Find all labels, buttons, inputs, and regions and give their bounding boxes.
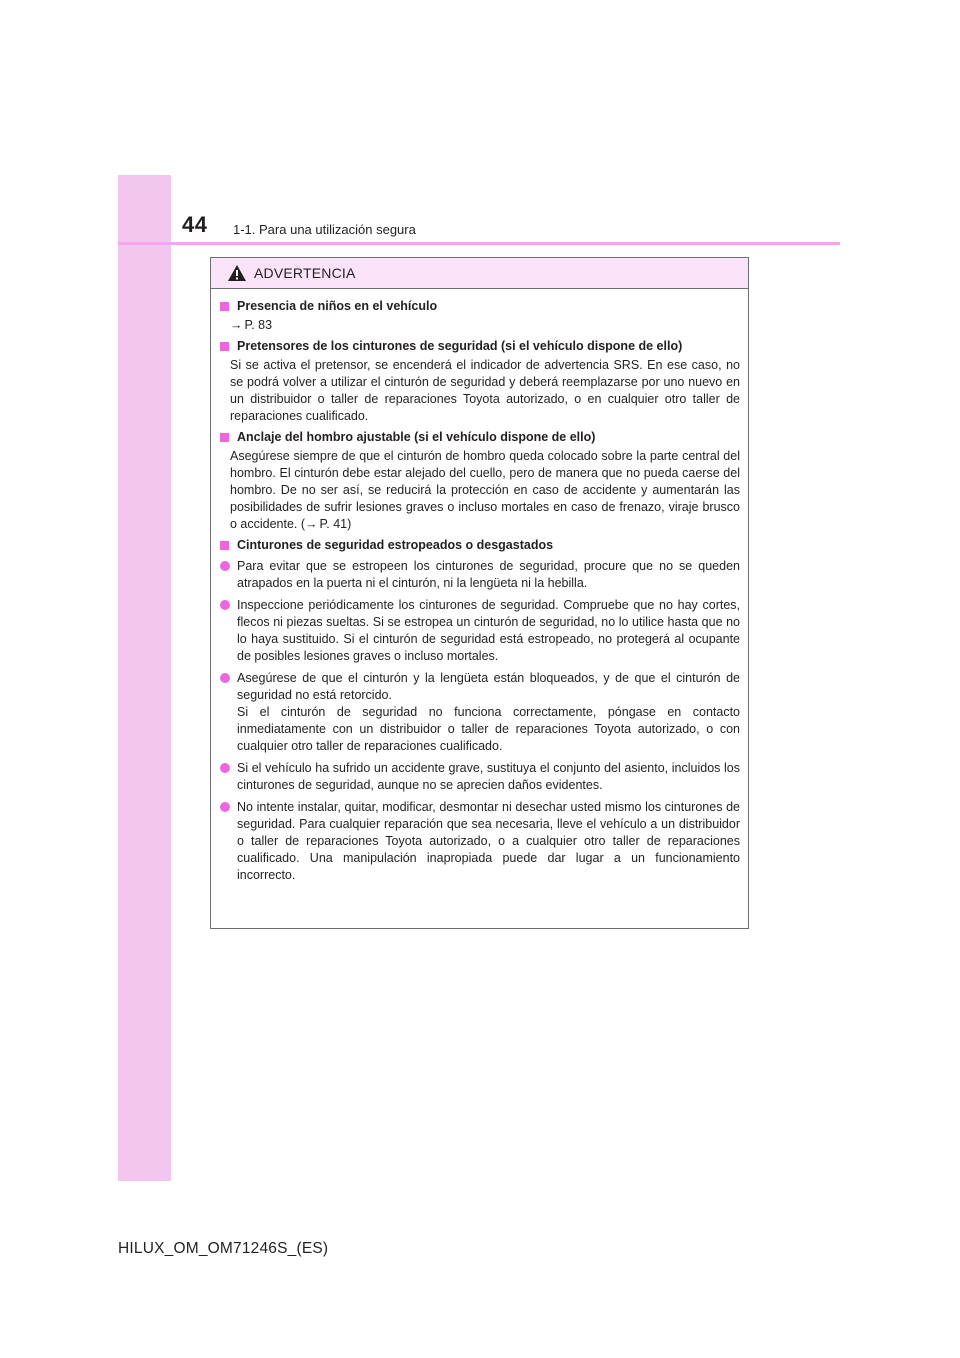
item-text-end: ) xyxy=(347,517,352,531)
list-item-text: Si el vehículo ha sufrido un accidente grave, sustituya el conjunto del asiento, incluidos los cinturones de seguridad, aunque no se aprecien daños evidentes. xyxy=(237,761,740,792)
item-title: Presencia de niños en el vehículo xyxy=(237,299,438,313)
list-item xyxy=(220,799,740,884)
warning-item-pretensioners xyxy=(220,338,740,425)
round-bullet-icon xyxy=(220,763,230,773)
warning-header xyxy=(211,258,748,289)
section-title: 1-1. Para una utilización segura xyxy=(233,222,416,237)
warning-body xyxy=(211,289,748,884)
document-id: HILUX_OM_OM71246S_(ES) xyxy=(118,1240,329,1257)
warning-box xyxy=(210,257,749,929)
page-reference xyxy=(220,317,740,334)
item-heading xyxy=(220,298,740,315)
header-divider xyxy=(118,242,840,245)
item-heading xyxy=(220,537,740,554)
round-bullet-icon xyxy=(220,673,230,683)
item-title: Pretensores de los cinturones de seguridad (si el vehículo dispone de ello) xyxy=(237,339,683,353)
item-heading xyxy=(220,429,740,446)
arrow-right-icon: → xyxy=(305,517,318,531)
item-heading xyxy=(220,338,740,355)
list-item xyxy=(220,760,740,794)
warning-item-shoulder-anchor xyxy=(220,429,740,533)
page-number: 44 xyxy=(182,212,208,237)
list-item xyxy=(220,597,740,665)
square-bullet-icon xyxy=(220,342,229,351)
square-bullet-icon xyxy=(220,541,229,550)
item-text-body: Asegúrese siempre de que el cinturón de hombro queda colocado sobre la parte central del hombro. El cinturón debe estar alejado del cuello, pero de manera que no pueda caerse del hombro. De no ser así, se reducirá la protección en caso de accidente y aumentarán las posibilidades de sufrir lesiones graves o incluso mortales en caso de frenazo, viraje brusco o accidente. ( xyxy=(230,449,740,531)
round-bullet-icon xyxy=(220,600,230,610)
list-item-text-extra: Si el cinturón de seguridad no funciona correctamente, póngase en contacto inmediatamente con un distribuidor o taller de reparaciones Toyota autorizado, o con cualquier otro taller de reparaciones cualificado. xyxy=(237,705,740,753)
square-bullet-icon xyxy=(220,433,229,442)
square-bullet-icon xyxy=(220,302,229,311)
round-bullet-icon xyxy=(220,802,230,812)
list-item-text: Para evitar que se estropeen los cinturones de seguridad, procure que no se queden atrapados en la puerta ni el cinturón, ni la lengüeta ni la hebilla. xyxy=(237,559,740,590)
warning-triangle-icon xyxy=(227,264,247,282)
list-item-text: Inspeccione periódicamente los cinturones de seguridad. Compruebe que no hay cortes, flecos ni piezas sueltas. Si se estropea un cinturón de seguridad, no lo utilice hasta que no lo haya sustituido. Si el cinturón de seguridad está estropeado, no protegerá al ocupante de posibles lesiones graves o incluso mortales. xyxy=(237,598,740,663)
list-item-text: Asegúrese de que el cinturón y la lengüeta están bloqueados, y de que el cinturón de seguridad no está retorcido. xyxy=(237,671,740,702)
warning-item-damaged-belts xyxy=(220,537,740,884)
chapter-side-tab xyxy=(118,175,171,1181)
list-item-text-group xyxy=(237,670,740,755)
item-title: Anclaje del hombro ajustable (si el vehículo dispone de ello) xyxy=(237,430,596,444)
reference-link[interactable]: P. 41 xyxy=(319,517,348,531)
list-item-text: No intente instalar, quitar, modificar, desmontar ni desechar usted mismo los cinturones de seguridad. Para cualquier reparación que sea necesaria, lleve el vehículo a un distribuidor o taller de reparaciones Toyota autorizado, o a cualquier otro taller de reparaciones cualificado. Una manipulación inapropiada puede dar lugar a un funcionamiento incorrecto. xyxy=(237,800,740,882)
reference-link[interactable]: P. 83 xyxy=(244,318,273,332)
warning-title: ADVERTENCIA xyxy=(254,265,356,281)
item-title: Cinturones de seguridad estropeados o desgastados xyxy=(237,538,554,552)
item-text: Si se activa el pretensor, se encenderá el indicador de advertencia SRS. En ese caso, no se podrá volver a utilizar el cinturón de seguridad y deberá reemplazarse por uno nuevo en un distribuidor o taller de reparaciones Toyota autorizado, o en cualquier otro taller de reparaciones cualificado. xyxy=(230,358,740,423)
list-item xyxy=(220,558,740,592)
item-text xyxy=(220,448,740,533)
list-item xyxy=(220,670,740,755)
round-bullet-icon xyxy=(220,561,230,571)
arrow-right-icon: → xyxy=(230,318,243,332)
warning-item-children xyxy=(220,298,740,334)
